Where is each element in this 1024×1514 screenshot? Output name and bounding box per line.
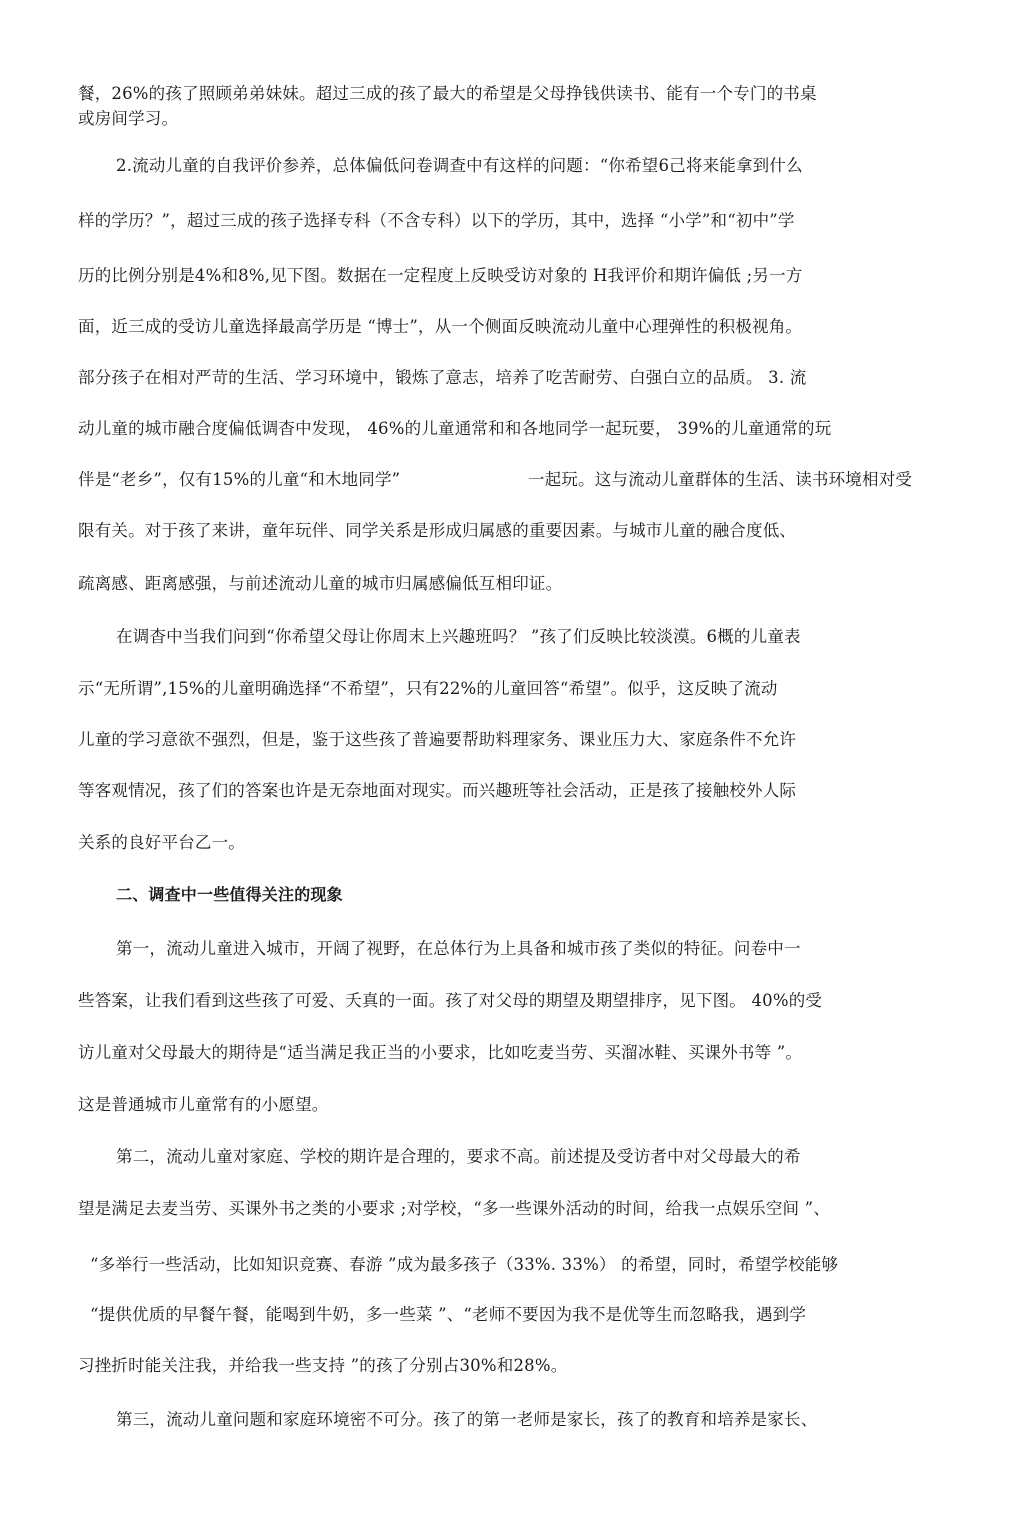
- text-line: 或房间学习。: [78, 109, 179, 128]
- paragraph-start-line: 第一，流动儿童进入城市，开阔了视野，在总体行为上具备和城市孩了类似的特征。问卷中一: [116, 939, 801, 958]
- text-line: 餐，26%的孩了照顾弟弟妹妹。超过三成的孩了最大的希望是父母挣钱供读书、能有一个专门的书桌: [78, 84, 817, 103]
- paragraph-start-line: 第二，流动儿童对家庭、学校的期许是合理的，要求不高。前述提及受访者中对父母最大的希: [116, 1147, 801, 1166]
- text-line: “提供优质的早餐午餐，能喝到牛奶，多一些菜 ”、“老师不要因为我不是优等生而忽略我，遇到学: [90, 1305, 807, 1324]
- text-line: 限有关。对于孩了来讲，童年玩伴、同学关系是形成归属感的重要因素。与城市儿童的融合度低、: [78, 521, 797, 540]
- text-line: 望是满足去麦当劳、买课外书之类的小要求 ;对学校，“多一些课外活动的时间，给我一点娱乐空间 ”、: [78, 1199, 831, 1218]
- text-line: 疏离感、距离感强，与前述流动儿童的城市归属感偏低互相印证。: [78, 574, 563, 593]
- text-line: 动儿童的城市融合度偏低调杳中发现， 46%的儿童通常和和各地同学一起玩要， 39%的儿童通常的玩: [78, 419, 832, 438]
- text-line: 历的比例分别是4%和8%,见下图。数据在一定程度上反映受访对象的 H我评价和期许偏低 ;另一方: [78, 266, 803, 285]
- text-line: 示“无所谓”,15%的儿童明确选择“不希望”，只有22%的儿童回答“希望”。似乎，这反映了流动: [78, 679, 778, 698]
- text-line: 访儿童对父母最大的期待是“适当满足我正当的小要求，比如吃麦当劳、买溜冰鞋、买课外书等 ”。: [78, 1043, 803, 1062]
- text-line: “多举行一些活动，比如知识竞赛、春游 ”成为最多孩子（33%. 33%） 的希望，同时，希望学校能够: [90, 1255, 839, 1274]
- text-line: 习挫折时能关注我，并给我一些支持 ”的孩了分别占30%和28%。: [78, 1356, 568, 1375]
- text-line: 些答案，让我们看到这些孩了可爱、夭真的一面。孩了对父母的期望及期望排序，见下图。 40%的受: [78, 991, 823, 1010]
- paragraph-start-line: 2.流动儿童的自我评价参养，总体偏低问卷调查中有这样的问题：“你希望6己将来能拿到什么: [116, 156, 803, 175]
- paragraph-start-line: 在调杳中当我们问到“你希望父母让你周末上兴趣班吗？ ”孩了们反映比较淡漠。6概的儿童表: [116, 627, 801, 646]
- section-heading: 二、调查中一些值得关注的现象: [116, 885, 343, 904]
- paragraph-start-line: 第三，流动儿童问题和家庭环境密不可分。孩了的第一老师是家长，孩了的教育和培养是家长、: [116, 1410, 818, 1429]
- text-line-continuation: 一起玩。这与流动儿童群体的生活、读书环境相对受: [528, 470, 913, 489]
- text-line: 儿童的学习意欲不强烈，但是，鉴于这些孩了普遍要帮助料理家务、课业压力大、家庭条件不允许: [78, 730, 797, 749]
- text-line: 面，近三成的受访儿童选择最高学历是 “博士”，从一个侧面反映流动儿童中心理弹性的积极视角。: [78, 317, 803, 336]
- text-line: 伴是“老乡”，仅有15%的儿童“和木地同学”: [78, 470, 401, 489]
- text-line: 部分孩子在相对严苛的生活、学习环境中，锻炼了意志，培养了吃苦耐劳、白强白立的品质。 3. 流: [78, 368, 807, 387]
- text-line: 等客观情况，孩了们的答案也许是无奈地面对现实。而兴趣班等社会活动，正是孩了接触校外人际: [78, 781, 797, 800]
- text-line: 这是普通城市儿童常有的小愿望。: [78, 1095, 329, 1114]
- text-line: 样的学历？”，超过三成的孩子选择专科（不含专科）以下的学历，其中，选择 “小学”和“初中”学: [78, 211, 795, 230]
- text-line: 关系的良好平台乙一。: [78, 833, 245, 852]
